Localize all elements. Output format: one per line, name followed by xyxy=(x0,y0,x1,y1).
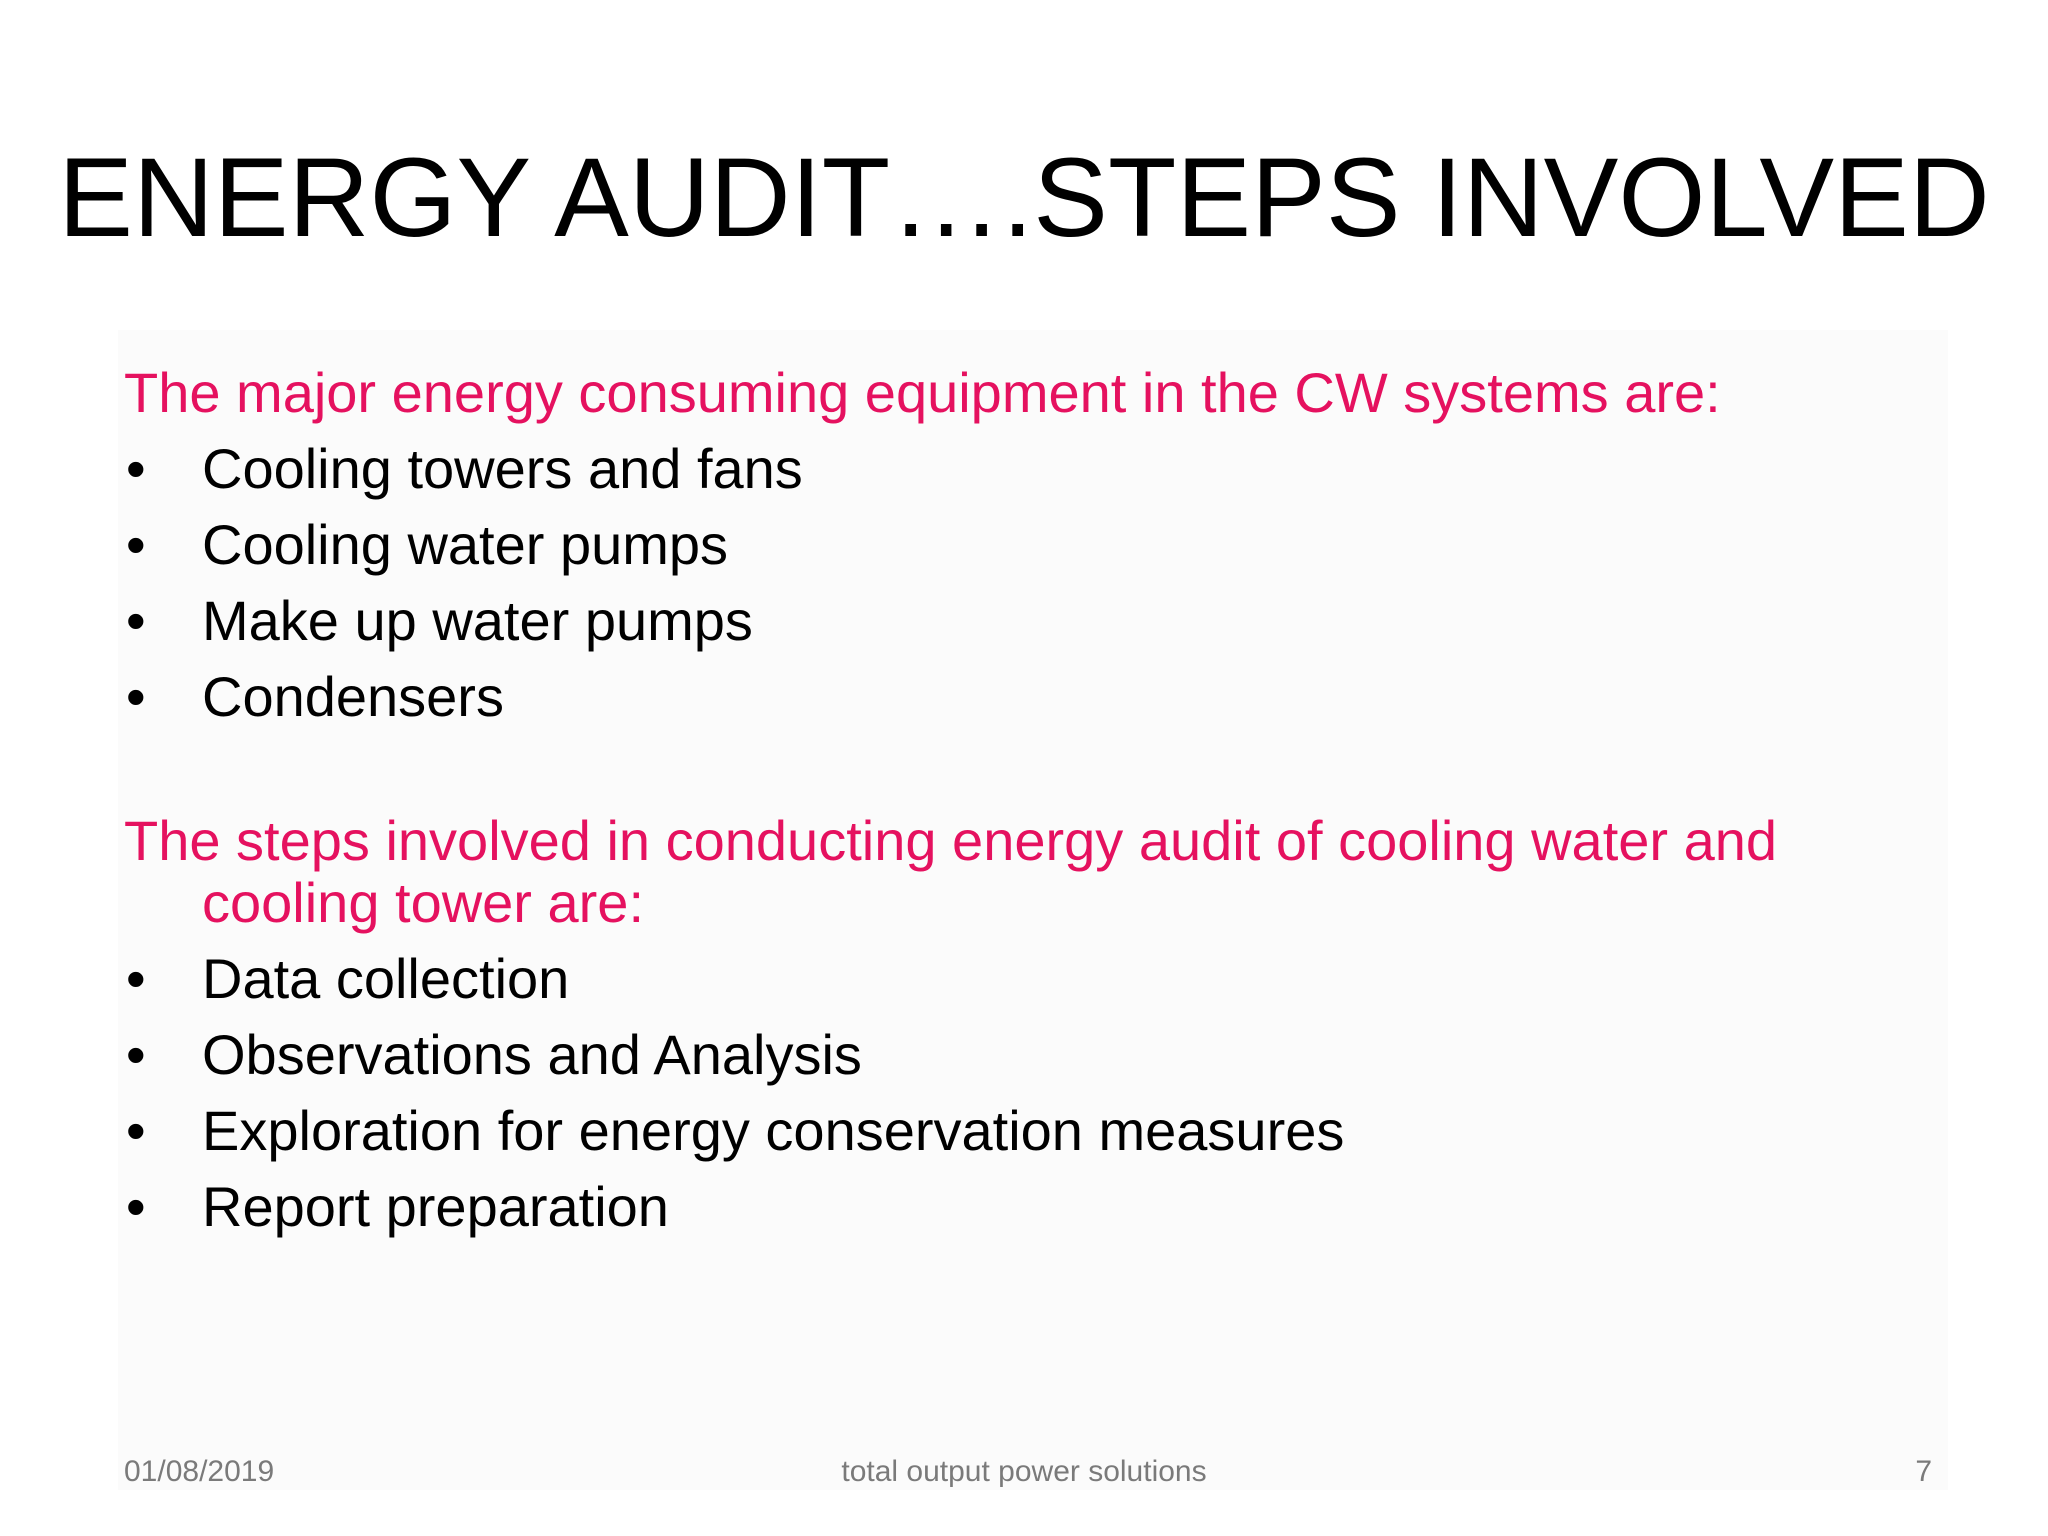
bullet-text: Cooling towers and fans xyxy=(202,437,803,500)
bullet-glyph: • xyxy=(126,1099,146,1162)
slide-title: ENERGY AUDIT….STEPS INVOLVED xyxy=(58,135,1990,260)
footer-date: 01/08/2019 xyxy=(124,1455,275,1488)
bullet-glyph: • xyxy=(126,665,146,728)
bullet-glyph: • xyxy=(126,513,146,576)
section1-intro: The major energy consuming equipment in the CW systems are: xyxy=(124,361,1721,424)
bullet-item xyxy=(124,590,1924,652)
footer-page-number: 7 xyxy=(1915,1455,1932,1488)
bullet-item xyxy=(124,514,1924,576)
bullet-glyph: • xyxy=(126,589,146,652)
bullet-text: Make up water pumps xyxy=(202,589,753,652)
bullet-text: Observations and Analysis xyxy=(202,1023,862,1086)
bullet-glyph: • xyxy=(126,1175,146,1238)
bullet-text: Exploration for energy conservation measures xyxy=(202,1099,1345,1162)
bullet-glyph: • xyxy=(126,1023,146,1086)
bullet-item xyxy=(124,948,1924,1010)
slide-content xyxy=(124,362,1924,1252)
section1-bullet-list xyxy=(124,438,1924,728)
bullet-item xyxy=(124,438,1924,500)
section2-intro: The steps involved in conducting energy audit of cooling water and cooling tower are: xyxy=(124,809,1778,934)
bullet-item xyxy=(124,1176,1924,1238)
bullet-item xyxy=(124,666,1924,728)
footer-center-text: total output power solutions xyxy=(841,1455,1207,1488)
bullet-text: Report preparation xyxy=(202,1175,669,1238)
section2-bullet-list xyxy=(124,948,1924,1238)
bullet-item xyxy=(124,1024,1924,1086)
bullet-text: Condensers xyxy=(202,665,504,728)
bullet-item xyxy=(124,1100,1924,1162)
bullet-text: Data collection xyxy=(202,947,570,1010)
bullet-glyph: • xyxy=(126,437,146,500)
bullet-text: Cooling water pumps xyxy=(202,513,729,576)
bullet-glyph: • xyxy=(126,947,146,1010)
